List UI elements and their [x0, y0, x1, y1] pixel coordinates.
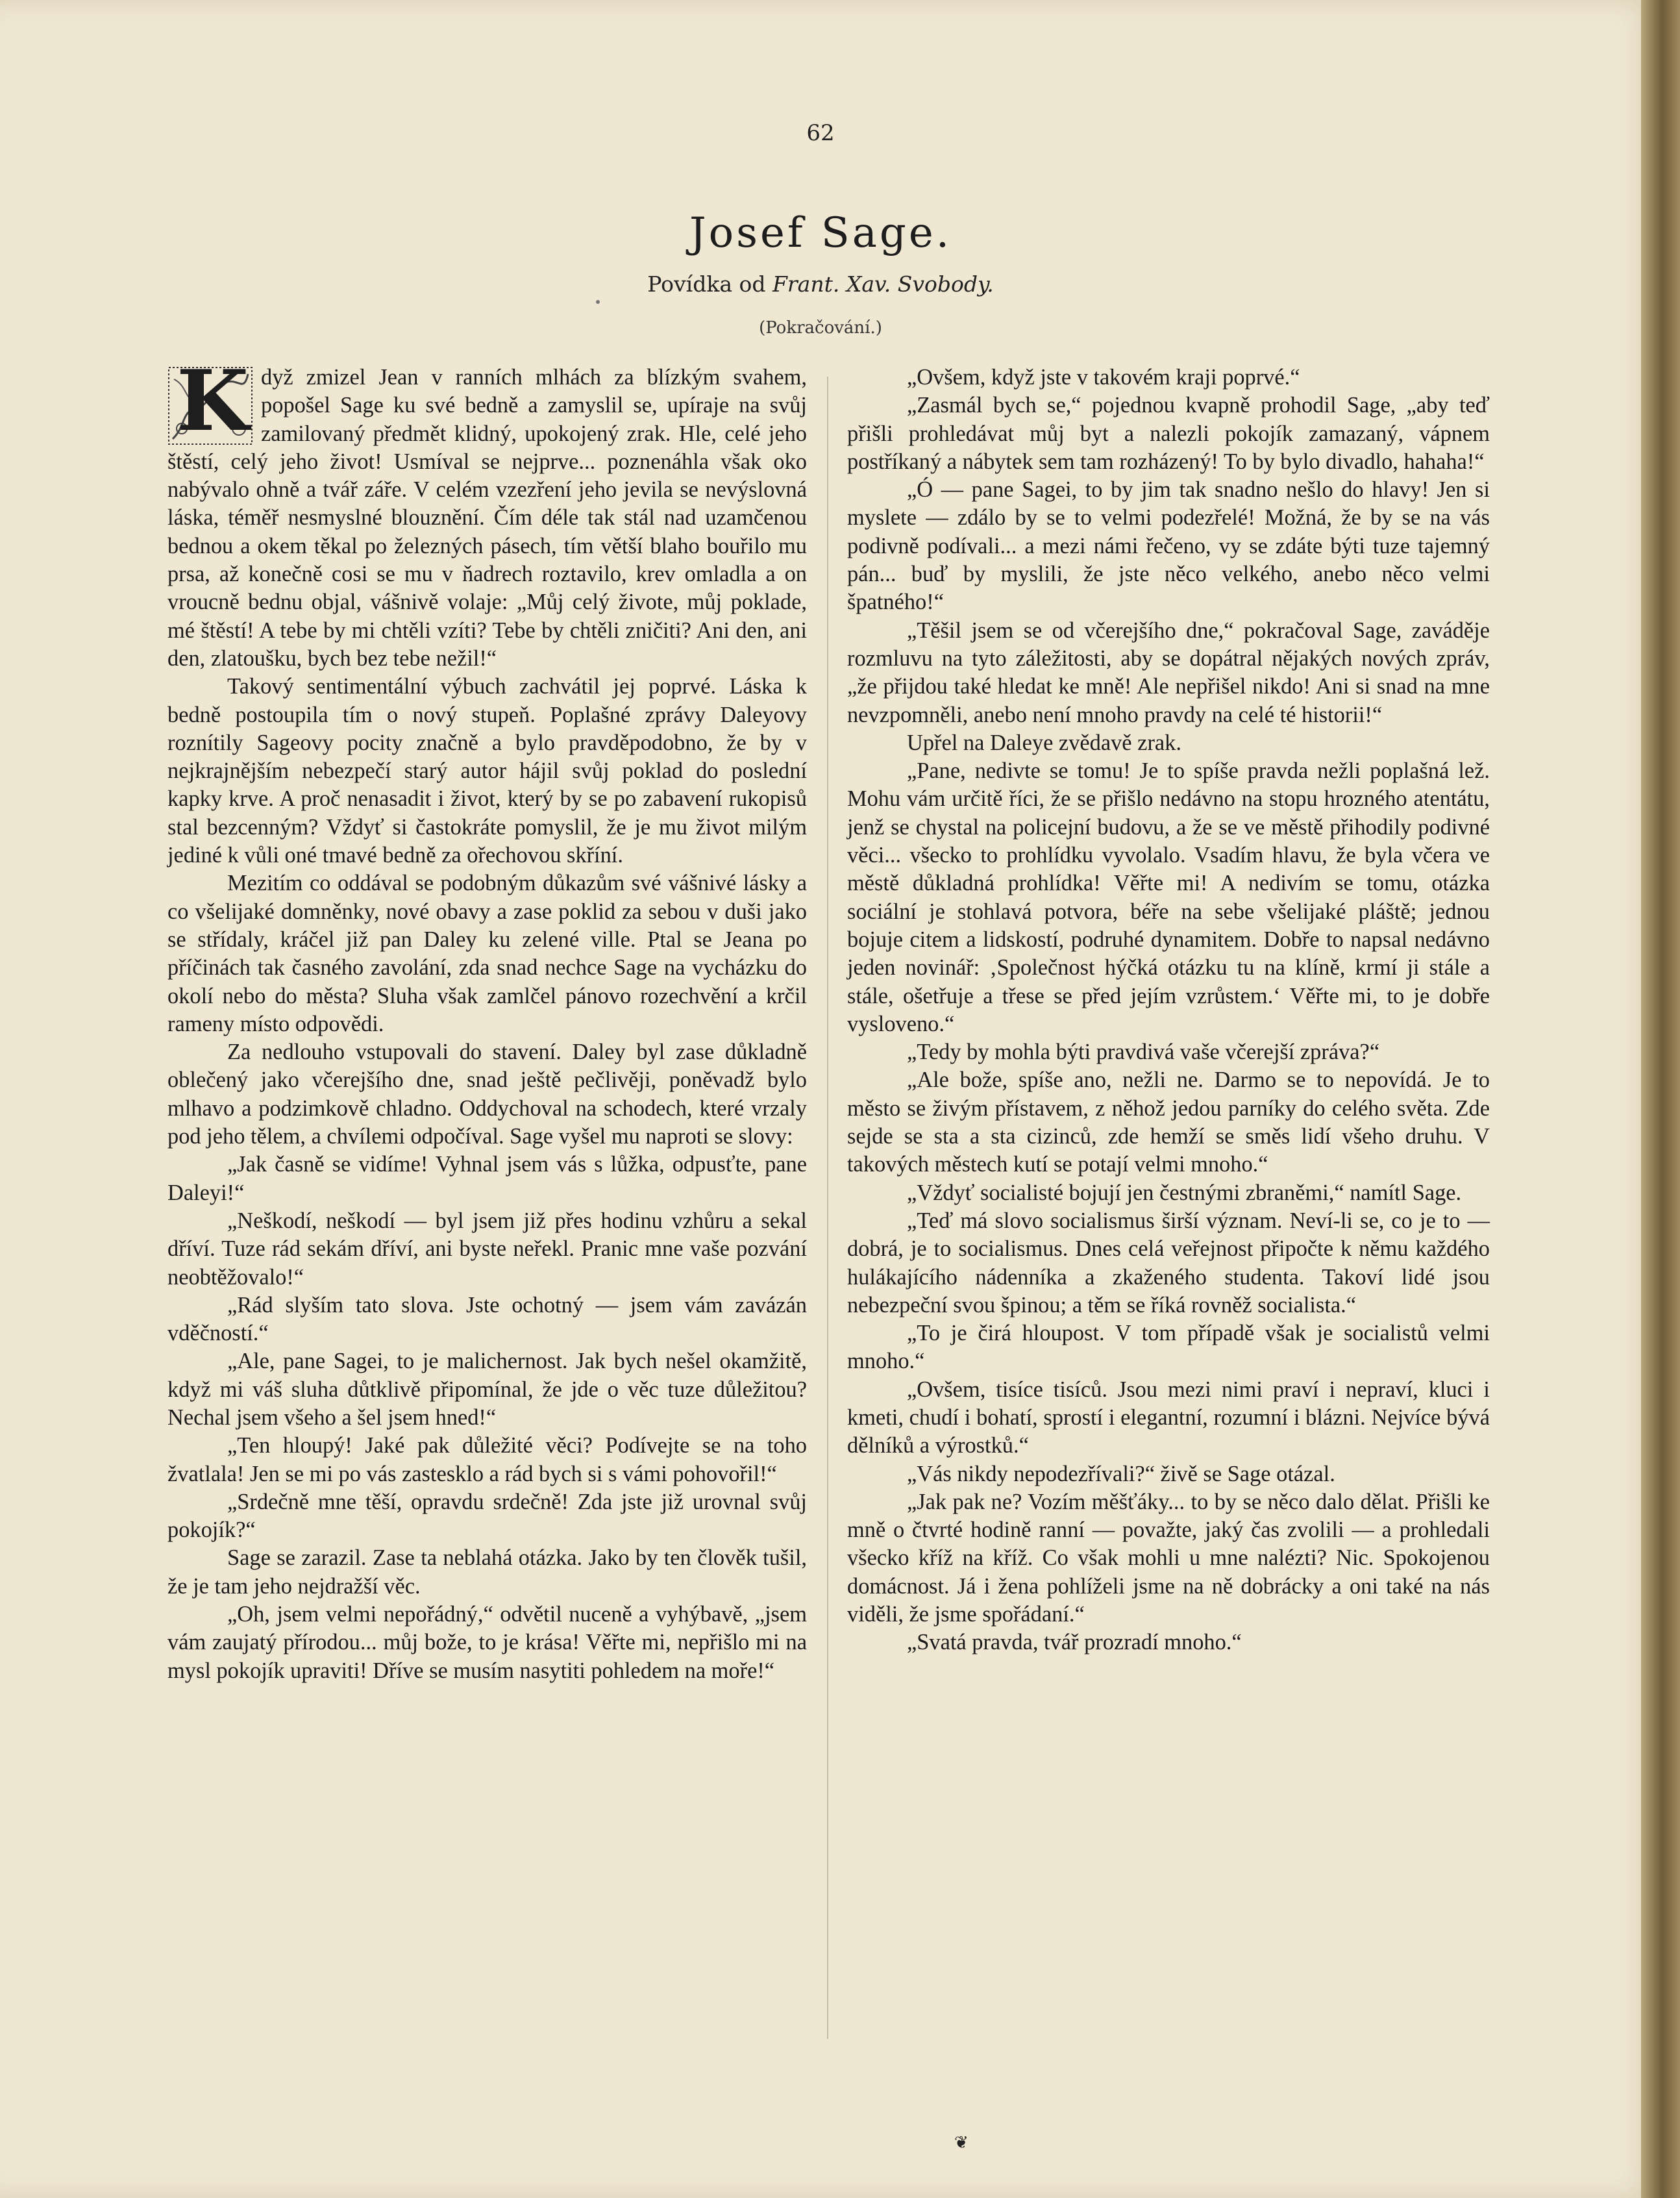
paragraph: „Ale bože, spíše ano, nežli ne. Darmo se to nepovídá. Je to město se živým přístavem, z něhož jedou parníky do celého světa. Zde sejde se sta a sta cizinců, zde hemží se směs lidí všeho druhu. V takových městech kutí se potají velmi mnoho.“ [847, 1068, 1490, 1177]
print-dot [596, 300, 600, 304]
paragraph: „Srdečně mne těší, opravdu srdečně! Zda jste již urovnal svůj pokojík?“ [167, 1489, 807, 1543]
paragraph: „Zasmál bych se,“ pojednou kvapně prohodil Sage, „aby teď přišli prohledávat můj byt a nalezli pokojík zamazaný, vápnem postříkaný a nábytek sem tam rozházený! To by bylo divadlo, hahaha!“ [847, 393, 1490, 474]
paragraph: „Pane, nedivte se tomu! Je to spíše pravda nežli poplašná lež. Mohu vám určitě říci, že se přišlo nedávno na stopu hrozného atentátu, jenž se chystal na policejní budovu, a že se ve městě přihodily podivné věci... všecko to prohlídku vyvolalo. Vsadím hlavu, že byla včera ve městě důkladná prohlídka! Věřte mi! A nedivím se tomu, otázka sociální je stohlavá potvora, béře na sebe všelijaké pláště; jednou bojuje citem a lidskostí, podruhé dynamitem. Dobře to napsal nedávno jeden novinář: ‚Společnost hýčká otázku tu na klíně, krmí ji stále a stále, ošetřuje a třese se před jejím vzrůstem.‘ Věřte mi, to je dobře vysloveno.“ [847, 758, 1490, 1036]
paragraph: „Těšil jsem se od včerejšího dne,“ pokračoval Sage, zaváděje rozmluvu na tyto záležitosti, aby se dopátral nějakých nových zpráv, „že přijdou také hledat ke mně! Ale nepřišel nikdo! Ani si snad na mne nevzpomněli, anebo není mnoho pravdy na celé té historii!“ [847, 618, 1490, 727]
dropcap-letter: K [177, 353, 249, 450]
paragraph: „To je čirá hloupost. V tom případě však je socialistů velmi mnoho.“ [847, 1321, 1490, 1374]
paragraph: „Ó — pane Sagei, to by jim tak snadno nešlo do hlavy! Jen si myslete — zdálo by se to velmi podezřelé! Možná, že by se na vás podivně podívali... a mezi námi řečeno, vy se zdáte býti tuze tajemný pán... buď by myslili, že jste něco velkého, anebo něco velmi špatného!“ [847, 477, 1490, 615]
story-title: Josef Sage. [689, 209, 952, 257]
paragraph: „Vás nikdy nepodezřívali?“ živě se Sage otázal. [907, 1461, 1335, 1486]
left-column [167, 353, 807, 1685]
paragraph: „Svatá pravda, tvář prozradí mnoho.“ [907, 1630, 1242, 1655]
paragraph: „Vždyť socialisté bojují jen čestnými zbraněmi,“ namítl Sage. [907, 1180, 1462, 1205]
page-number: 62 [806, 120, 835, 146]
subtitle-prefix: Povídka od [647, 271, 766, 297]
footer-ornament-icon: ❦ [954, 2133, 969, 2153]
paragraph: „Rád slyším tato slova. Jste ochotný — jsem vám zavázán vděčností.“ [167, 1292, 807, 1346]
paragraph: Za nedlouho vstupovali do stavení. Daley byl zase důkladně oblečený jako včerejšího dne, snad ještě pečlivěji, poněvadž bylo mlhavo a podzimkově chladno. Oddychoval na schodech, které vrzaly pod jeho tělem, a chvílemi odpočíval. Sage vyšel mu naproti se slovy: [167, 1040, 807, 1149]
paragraph: Takový sentimentální výbuch zachvátil jej poprvé. Láska k bedně postoupila tím o nový stupeň. Poplašné zprávy Daleyovy roznítily Sageovy pocity značně a bylo pravděpodobno, že by v nejkrajnějším nebezpečí starý autor hájil svůj poklad do poslední kapky krve. A proč nenasadit i život, který by se po zabavení rukopisů stal bezcenným? Vždyť si častokráte pomyslil, že je mu život milým jediné k vůli oné tmavé bedně za ořechovou skříní. [167, 674, 807, 868]
paragraph: „Ovšem, tisíce tisíců. Jsou mezi nimi praví i nepraví, kluci i kmeti, chudí i bohatí, sprostí i elegantní, rozumní i blázni. Nejvíce bývá dělníků a výrostků.“ [847, 1377, 1490, 1458]
paragraph: Upřel na Daleye zvědavě zrak. [907, 730, 1181, 755]
paragraph: „Tedy by mohla býti pravdivá vaše včerejší zpráva?“ [907, 1040, 1380, 1065]
ornamental-initial [167, 353, 253, 450]
paragraph: „Jak pak ne? Vozím měšťáky... to by se něco dalo dělat. Přišli ke mně o čtvrté hodině ranní — považte, jaký čas zvolili — a prohledali všecko kříž na kříž. Co však mohli u mne nalézti? Nic. Spokojenou domácnost. Já i žena pohlíželi jsme na ně dobrácky a oni také na nás viděli, že jsme spořádaní.“ [847, 1489, 1490, 1627]
right-column [847, 364, 1490, 1657]
paragraph-text: dyž zmizel Jean v ranních mlhách za blízkým svahem, popošel Sage ku své bedně a zamyslil se, upíraje na svůj zamilovaný předmět klidný, upokojený zrak. Hle, celé jeho štěstí, celý jeho život! Usmíval se nejprve... poznenáhla však oko nabývalo ohně a tvář záře. V celém vzezření jeho jevila se nevýslovná láska, téměř nesmyslné blouznění. Čím déle tak stál nad uzamčenou bednou a okem těkal po železných pásech, tím větší blaho bouřilo mu prsa, až konečně cosi se mu v ňadrech roztavilo, krev omladla a on vroucně bednu objal, vášnivě volaje: „Můj celý živote, můj poklade, mé štěstí! A tebe by mi chtěli vzíti? Tebe by chtěli zničiti? Ani den, ani den, zlatoušku, bych bez tebe nežil!“ [167, 365, 807, 671]
paragraph: „Ovšem, když jste v takovém kraji poprvé.“ [907, 365, 1300, 390]
story-subtitle [0, 271, 1641, 297]
paragraph: „Ale, pane Sagei, to je malichernost. Jak bych nešel okamžitě, když mi váš sluha důtklivě připomínal, že jde o věc tuze důležitou? Nechal jsem všeho a šel jsem hned!“ [167, 1349, 807, 1430]
continuation-note: (Pokračování.) [759, 318, 882, 338]
paragraph: „Teď má slovo socialismus širší význam. Neví-li se, co je to — dobrá, je to socialismus. Dnes celá veřejnost připočte k němu každého hulákajícího nádenníka a zkaženého studenta. Takoví lidé jsou nebezpeční svou špinou; a těm se říká rovněž socialista.“ [847, 1208, 1490, 1318]
paragraph: Sage se zarazil. Zase ta neblahá otázka. Jako by ten člověk tušil, že je tam jeho nejdražší věc. [167, 1545, 807, 1599]
paragraph: „Ten hloupý! Jaké pak důležité věci? Podívejte se na toho žvatlala! Jen se mi po vás zastesklo a rád bych si s vámi pohovořil!“ [167, 1433, 807, 1486]
paragraph-opening [167, 353, 807, 673]
paragraph: „Jak časně se vidíme! Vyhnal jsem vás s lůžka, odpusťte, pane Daleyi!“ [167, 1152, 807, 1205]
column-divider [827, 377, 828, 2039]
paragraph: Mezitím co oddával se podobným důkazům své vášnivé lásky a co všelijaké domněnky, nové obavy a zase poklid za sebou v duši jako se střídaly, kráčel již pan Daley ku zelené ville. Ptal se Jeana po příčinách tak časného zavolání, zda snad nechce Sage na vycházku do okolí nebo do města? Sluha však zamlčel pánovo rozechvění a krčil rameny místo odpovědi. [167, 871, 807, 1036]
author-name: Frant. Xav. Svobody. [772, 271, 994, 297]
page-binding-edge [1641, 0, 1680, 2198]
paragraph: „Oh, jsem velmi nepořádný,“ odvětil nuceně a vyhýbavě, „jsem vám zaujatý přírodou... můj bože, to je krása! Věřte mi, nepřišlo mi na mysl pokojík upraviti! Dříve se musím nasytiti pohledem na moře!“ [167, 1602, 807, 1683]
paragraph: „Neškodí, neškodí — byl jsem již přes hodinu vzhůru a sekal dříví. Tuze rád sekám dříví, ani byste neřekl. Pranic mne vaše pozvání neobtěžovalo!“ [167, 1208, 807, 1290]
